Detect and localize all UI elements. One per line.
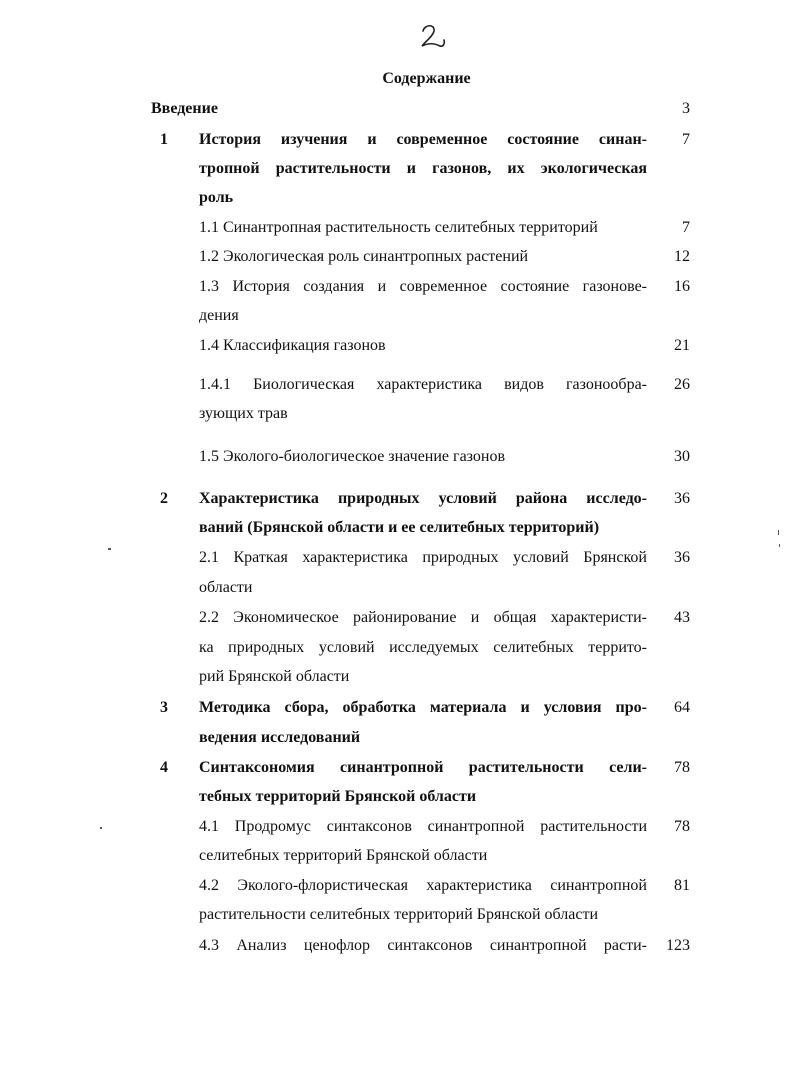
chapter-2-number: 2	[160, 490, 168, 507]
section-4-1-page: 78	[674, 818, 690, 835]
section-2-2-line-2: ка природных условий исследуемых селитебных террито-	[199, 639, 647, 656]
chapter-1-page: 7	[682, 131, 690, 148]
scan-speck	[100, 827, 102, 829]
section-1-4-1-page: 26	[674, 376, 690, 393]
section-2-2-line-3: рий Брянской области	[199, 668, 350, 685]
section-1-4-1-line-1: 1.4.1 Биологическая характеристика видов газонообра-	[199, 376, 647, 393]
section-1-1-page: 7	[682, 219, 690, 236]
scan-speck	[108, 548, 111, 550]
section-4-1-line-1: 4.1 Продромус синтаксонов синантропной растительности	[199, 818, 647, 835]
section-4-3-page: 123	[666, 937, 690, 954]
section-1-4-page: 21	[674, 337, 690, 354]
section-1-1: 1.1 Синантропная растительность селитебных территорий	[199, 219, 598, 236]
handwritten-page-number-text: 2	[418, 49, 419, 50]
section-1-2-page: 12	[674, 248, 690, 265]
section-1-3-line-1: 1.3 История создания и современное состояние газонове-	[199, 278, 647, 295]
section-2-2-page: 43	[674, 609, 690, 626]
chapter-4-title-line-1: Синтаксономия синантропной растительности сели-	[199, 759, 647, 776]
toc-intro-page: 3	[682, 100, 690, 117]
page-title: Содержание	[382, 70, 471, 87]
chapter-1-title-line-3: роль	[199, 189, 234, 206]
section-4-2-line-2: растительности селитебных территорий Брянской области	[199, 906, 599, 923]
section-1-3-page: 16	[674, 278, 690, 295]
section-4-2-page: 81	[674, 877, 690, 894]
section-2-1-line-2: области	[199, 579, 253, 596]
chapter-1-title-line-1: История изучения и современное состояние синан-	[199, 131, 647, 148]
section-1-5-page: 30	[674, 448, 690, 465]
chapter-3-title-line-1: Методика сбора, обработка материала и условия про-	[199, 699, 647, 716]
section-1-5: 1.5 Эколого-биологическое значение газонов	[199, 448, 506, 465]
chapter-1-number: 1	[160, 131, 168, 148]
section-4-3-line-1: 4.3 Анализ ценофлор синтаксонов синантропной расти-	[199, 937, 647, 954]
chapter-3-title-line-2: ведения исследований	[199, 729, 361, 746]
section-1-4: 1.4 Классификация газонов	[199, 337, 386, 354]
section-1-2: 1.2 Экологическая роль синантропных растений	[199, 248, 529, 265]
toc-intro-label: Введение	[151, 100, 218, 117]
chapter-3-page: 64	[674, 699, 690, 716]
section-2-1-line-1: 2.1 Краткая характеристика природных условий Брянской	[199, 549, 647, 566]
handwritten-page-number	[418, 22, 448, 50]
section-1-3-line-2: дения	[199, 307, 239, 324]
chapter-4-title-line-2: тебных территорий Брянской области	[199, 788, 477, 805]
section-2-2-line-1: 2.2 Экономическое районирование и общая характеристи-	[199, 609, 647, 626]
chapter-4-page: 78	[674, 759, 690, 776]
section-4-1-line-2: селитебных территорий Брянской области	[199, 847, 488, 864]
section-4-2-line-1: 4.2 Эколого-флористическая характеристика синантропной	[199, 877, 647, 894]
section-2-1-page: 36	[674, 549, 690, 566]
chapter-2-title-line-2: ваний (Брянской области и ее селитебных территорий)	[199, 519, 600, 536]
chapter-2-title-line-1: Характеристика природных условий района исследо-	[199, 490, 647, 507]
chapter-2-page: 36	[674, 490, 690, 507]
scan-speck	[779, 544, 780, 547]
scan-speck	[778, 530, 779, 535]
chapter-1-title-line-2: тропной растительности и газонов, их экологическая	[199, 160, 647, 177]
section-1-4-1-line-2: зующих трав	[199, 405, 288, 422]
chapter-4-number: 4	[160, 759, 168, 776]
chapter-3-number: 3	[160, 699, 168, 716]
